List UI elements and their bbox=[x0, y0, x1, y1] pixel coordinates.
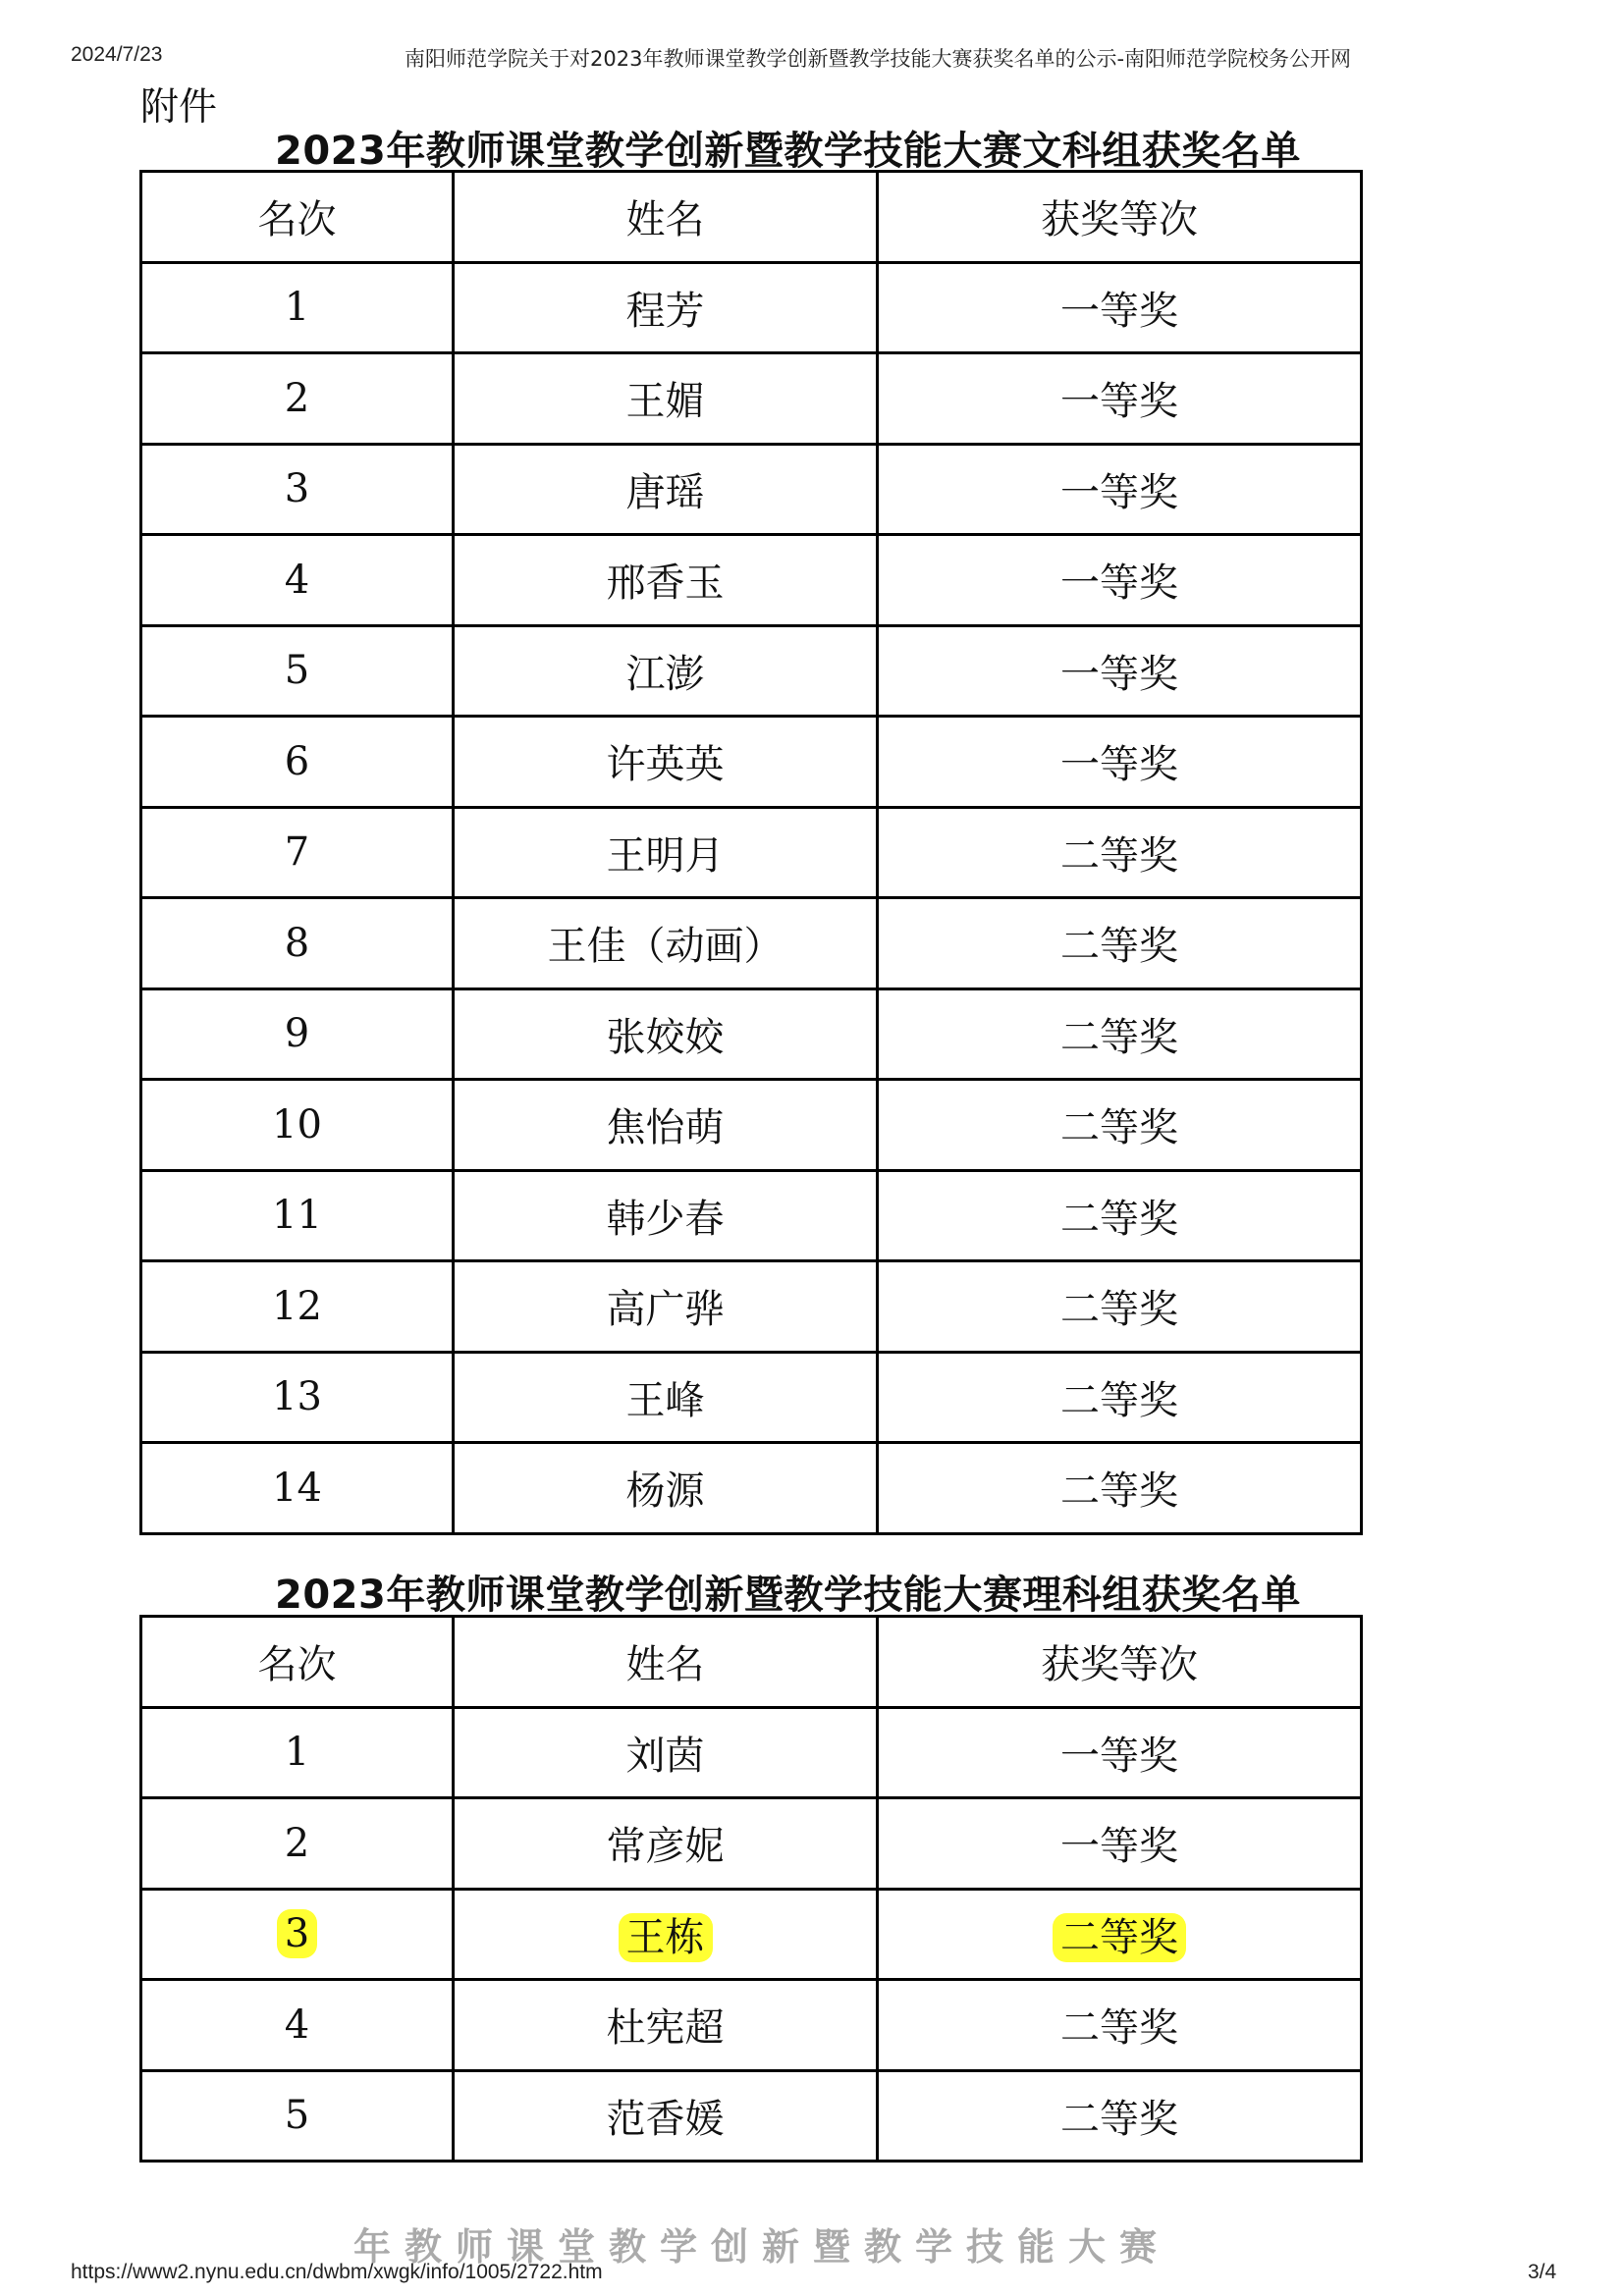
award-level-cell bbox=[878, 535, 1362, 626]
award-level-text: 一等奖 bbox=[1060, 379, 1178, 425]
name-text: 常彦妮 bbox=[606, 1824, 725, 1870]
table-row bbox=[141, 1980, 1362, 2071]
award-level-cell bbox=[878, 988, 1362, 1080]
award-level-text: 二等奖 bbox=[1060, 1468, 1178, 1515]
award-level-cell bbox=[878, 1261, 1362, 1353]
rank-text: 8 bbox=[284, 920, 310, 966]
table-row bbox=[141, 2070, 1362, 2162]
table-header-row bbox=[141, 1617, 1362, 1708]
award-level-text: 二等奖 bbox=[1060, 1377, 1178, 1423]
rank-cell bbox=[141, 1352, 454, 1443]
rank-text: 4 bbox=[284, 2002, 310, 2048]
name-text: 王佳（动画） bbox=[547, 924, 784, 970]
rank-text: 9 bbox=[284, 1011, 310, 1057]
rank-text: 1 bbox=[284, 1730, 310, 1776]
table-row bbox=[141, 988, 1362, 1080]
award-level-text: 二等奖 bbox=[1060, 2005, 1178, 2052]
name-cell bbox=[454, 898, 878, 989]
name-cell bbox=[454, 717, 878, 808]
column-header: 姓名 bbox=[454, 172, 878, 263]
column-header: 姓名 bbox=[454, 1617, 878, 1708]
name-cell bbox=[454, 1889, 878, 1980]
name-cell bbox=[454, 1798, 878, 1890]
table-row bbox=[141, 807, 1362, 898]
award-level-text: 一等奖 bbox=[1060, 469, 1178, 515]
rank-cell bbox=[141, 1170, 454, 1261]
rank-text: 1 bbox=[284, 285, 310, 331]
rank-text: 14 bbox=[272, 1465, 322, 1511]
award-level-text: 一等奖 bbox=[1060, 651, 1178, 697]
table-row bbox=[141, 898, 1362, 989]
award-level-text: 二等奖 bbox=[1060, 2096, 1178, 2142]
award-level-cell bbox=[878, 1352, 1362, 1443]
award-level-cell bbox=[878, 262, 1362, 353]
award-level-text: 一等奖 bbox=[1060, 561, 1178, 607]
page-header-title: 南阳师范学院关于对2023年教师课堂教学创新暨教学技能大赛获奖名单的公示-南阳师范学院校务公开网 bbox=[405, 47, 1352, 71]
name-cell bbox=[454, 1261, 878, 1353]
award-table-humanities bbox=[139, 170, 1363, 1535]
rank-cell bbox=[141, 1798, 454, 1890]
rank-cell bbox=[141, 262, 454, 353]
rank-text: 5 bbox=[284, 2093, 310, 2139]
award-level-text: 一等奖 bbox=[1060, 288, 1178, 334]
name-cell bbox=[454, 1980, 878, 2071]
award-level-cell bbox=[878, 898, 1362, 989]
table-row bbox=[141, 262, 1362, 353]
award-level-cell bbox=[878, 1798, 1362, 1890]
rank-text: 6 bbox=[284, 738, 310, 784]
award-level-text: 二等奖 bbox=[1060, 1105, 1178, 1151]
table-row bbox=[141, 1889, 1362, 1980]
name-cell bbox=[454, 807, 878, 898]
table-title-science: 2023年教师课堂教学创新暨教学技能大赛理科组获奖名单 bbox=[275, 1573, 1301, 1618]
rank-text: 13 bbox=[272, 1374, 322, 1420]
table-row bbox=[141, 535, 1362, 626]
rank-cell bbox=[141, 1443, 454, 1534]
name-text: 邢香玉 bbox=[606, 561, 725, 607]
column-header: 获奖等次 bbox=[878, 1617, 1362, 1708]
rank-text: 5 bbox=[284, 648, 310, 694]
rank-text: 2 bbox=[284, 375, 310, 421]
rank-text: 2 bbox=[284, 1820, 310, 1866]
award-level-cell bbox=[878, 1443, 1362, 1534]
rank-text: 7 bbox=[284, 829, 310, 876]
award-level-cell bbox=[878, 1170, 1362, 1261]
attachment-label: 附件 bbox=[140, 85, 218, 130]
rank-text: 12 bbox=[272, 1283, 322, 1329]
name-text: 杜宪超 bbox=[606, 2005, 725, 2052]
name-text: 韩少春 bbox=[606, 1196, 725, 1242]
award-level-cell bbox=[878, 625, 1362, 717]
award-level-cell bbox=[878, 1707, 1362, 1798]
next-table-title-partial: 年教师课堂教学创新暨教学技能大赛 bbox=[353, 2225, 1171, 2269]
column-header: 获奖等次 bbox=[878, 172, 1362, 263]
name-cell bbox=[454, 1352, 878, 1443]
column-header: 名次 bbox=[141, 1617, 454, 1708]
rank-text: 11 bbox=[272, 1193, 322, 1239]
rank-cell bbox=[141, 1889, 454, 1980]
name-cell bbox=[454, 1080, 878, 1171]
table-row bbox=[141, 1080, 1362, 1171]
name-cell bbox=[454, 1707, 878, 1798]
rank-cell bbox=[141, 898, 454, 989]
name-cell bbox=[454, 988, 878, 1080]
name-text: 刘茵 bbox=[625, 1733, 705, 1779]
award-level-text: 二等奖 bbox=[1060, 1196, 1178, 1242]
name-cell bbox=[454, 535, 878, 626]
name-text: 许英英 bbox=[606, 742, 725, 788]
name-text: 程芳 bbox=[625, 288, 705, 334]
award-level-cell bbox=[878, 353, 1362, 445]
rank-text: 10 bbox=[272, 1101, 322, 1148]
table-row bbox=[141, 625, 1362, 717]
name-text: 唐瑶 bbox=[625, 469, 705, 515]
rank-cell bbox=[141, 1080, 454, 1171]
rank-cell bbox=[141, 1707, 454, 1798]
name-text: 江澎 bbox=[625, 651, 705, 697]
name-text: 王栋 bbox=[619, 1913, 713, 1962]
table-header-row bbox=[141, 172, 1362, 263]
rank-cell bbox=[141, 2070, 454, 2162]
award-level-text: 一等奖 bbox=[1060, 1824, 1178, 1870]
award-level-cell bbox=[878, 807, 1362, 898]
rank-cell bbox=[141, 625, 454, 717]
award-table-science bbox=[139, 1615, 1363, 2163]
name-text: 焦怡萌 bbox=[606, 1105, 725, 1151]
award-level-text: 二等奖 bbox=[1053, 1913, 1186, 1962]
award-level-text: 二等奖 bbox=[1060, 1287, 1178, 1333]
rank-cell bbox=[141, 988, 454, 1080]
name-cell bbox=[454, 444, 878, 535]
award-level-text: 一等奖 bbox=[1060, 742, 1178, 788]
name-text: 王峰 bbox=[625, 1377, 705, 1423]
rank-text: 3 bbox=[284, 466, 310, 512]
name-cell bbox=[454, 353, 878, 445]
rank-cell bbox=[141, 1261, 454, 1353]
page-url: https://www2.nynu.edu.cn/dwbm/xwgk/info/1005/2722.htm bbox=[71, 2261, 603, 2283]
rank-text: 4 bbox=[284, 557, 310, 603]
table-row bbox=[141, 353, 1362, 445]
name-text: 范香媛 bbox=[606, 2096, 725, 2142]
rank-cell bbox=[141, 717, 454, 808]
name-text: 高广骅 bbox=[606, 1287, 725, 1333]
rank-cell bbox=[141, 1980, 454, 2071]
award-level-cell bbox=[878, 717, 1362, 808]
name-text: 杨源 bbox=[625, 1468, 705, 1515]
rank-cell bbox=[141, 353, 454, 445]
name-text: 王明月 bbox=[606, 832, 725, 879]
name-cell bbox=[454, 625, 878, 717]
page-number: 3/4 bbox=[1528, 2261, 1557, 2283]
award-level-cell bbox=[878, 1980, 1362, 2071]
name-text: 张姣姣 bbox=[606, 1014, 725, 1060]
table-row bbox=[141, 1170, 1362, 1261]
award-level-text: 二等奖 bbox=[1060, 1014, 1178, 1060]
table-title-humanities: 2023年教师课堂教学创新暨教学技能大赛文科组获奖名单 bbox=[275, 129, 1301, 174]
name-text: 王媚 bbox=[625, 379, 705, 425]
print-date: 2024/7/23 bbox=[71, 43, 163, 66]
rank-cell bbox=[141, 444, 454, 535]
award-level-cell bbox=[878, 2070, 1362, 2162]
rank-cell bbox=[141, 535, 454, 626]
table-row bbox=[141, 1261, 1362, 1353]
rank-text: 3 bbox=[277, 1909, 317, 1958]
award-level-cell bbox=[878, 444, 1362, 535]
name-cell bbox=[454, 262, 878, 353]
table-row bbox=[141, 717, 1362, 808]
table-row bbox=[141, 1707, 1362, 1798]
table-row bbox=[141, 1352, 1362, 1443]
award-level-text: 二等奖 bbox=[1060, 832, 1178, 879]
name-cell bbox=[454, 1170, 878, 1261]
award-level-cell bbox=[878, 1889, 1362, 1980]
name-cell bbox=[454, 1443, 878, 1534]
column-header: 名次 bbox=[141, 172, 454, 263]
table-row bbox=[141, 1798, 1362, 1890]
award-level-text: 二等奖 bbox=[1060, 924, 1178, 970]
name-cell bbox=[454, 2070, 878, 2162]
table-row bbox=[141, 1443, 1362, 1534]
award-level-text: 一等奖 bbox=[1060, 1733, 1178, 1779]
rank-cell bbox=[141, 807, 454, 898]
award-level-cell bbox=[878, 1080, 1362, 1171]
table-row bbox=[141, 444, 1362, 535]
